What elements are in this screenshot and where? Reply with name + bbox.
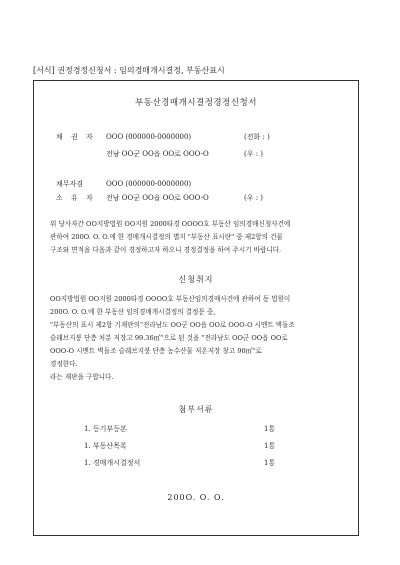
attachment-copies: 1통 [264,425,276,433]
attachment-name: 1. 등기부등본 [84,425,127,433]
debtor-label-a: 채무자겸 [56,180,84,188]
purpose-line: "부동산의 표시 제2항 기재란의"전라남도 OO군 OO읍 OO로 OOO-O 시멘트 벽돌조 [50,321,295,329]
creditor-postal: (우 : ) [244,150,264,158]
intro-line: 위 당사자간 OO지방법원 OO지원 2000타경 OOOO호 부동산 임의경매신청사건에 [50,220,291,228]
attachment-row [84,458,276,468]
attachments-title: 첨부서류 [178,405,214,414]
attachment-name: 1. 경매개시결정서 [84,459,141,467]
attachment-row [84,424,276,434]
creditor-label: 채 권 자 [56,133,96,141]
purpose-line: OO지방법원 OO지원 2000타경 OOOO호 부동산임의경매사건에 관하여 동 법원이 [50,295,291,303]
purpose-line: OOO-O 시멘트 벽돌조 슬래브지붕 단층 농수산물 저온저장 창고 90㎡"로 [50,347,262,355]
attachment-copies: 1통 [264,442,276,450]
document-date: 200O. O. O. [167,493,225,502]
purpose-line: 라는 재판을 구합니다. [50,373,114,381]
creditor-name-id: OOO (000000-0000000) [106,133,192,141]
purpose-line: 경정한다. [50,360,78,368]
purpose-line: 슬래브지붕 단층 처분 저장고 99.36㎡"으로 된 것을 "전라남도 OO군 OO읍 OO로 [50,334,288,342]
creditor-address: 전남 OO군 OO읍 OO로 OOO-O [106,150,209,158]
debtor-address: 전남 OO군 OO읍 OO로 OOO-O [106,194,209,202]
intro-line: 구조와 면적을 다음과 같이 경정하고자 하오니 경정결정을 하여 주시기 바랍니다. [50,246,282,254]
debtor-postal: (우 : ) [244,194,264,202]
document-frame [33,80,359,536]
debtor-name-id: OOO (000000-0000000) [106,180,192,188]
purpose-line: 200O. O. O.에 한 부동산 임의경매개시결정의 결정문 중, [50,308,216,316]
attachment-copies: 1통 [264,459,276,467]
intro-paragraph [50,218,350,257]
intro-line: 관하여 200O. O. O.에 한 경매개시결정의 별지 "부동산 표시란" 중 제2항의 건물 [50,233,283,241]
creditor-phone: (전화 : ) [244,133,270,141]
document-title: 부동산경매개시결정경정신청서 [135,98,257,108]
debtor-label-b: 소 유 자 [56,194,96,202]
purpose-title: 신청취지 [178,275,214,284]
attachment-name: 1. 부동산목록 [84,442,127,450]
purpose-paragraph [50,293,350,384]
attachment-row [84,441,276,451]
form-header: [서식] 권정경정신청서 : 임의경매개시결정, 부동산표시 [33,66,225,75]
